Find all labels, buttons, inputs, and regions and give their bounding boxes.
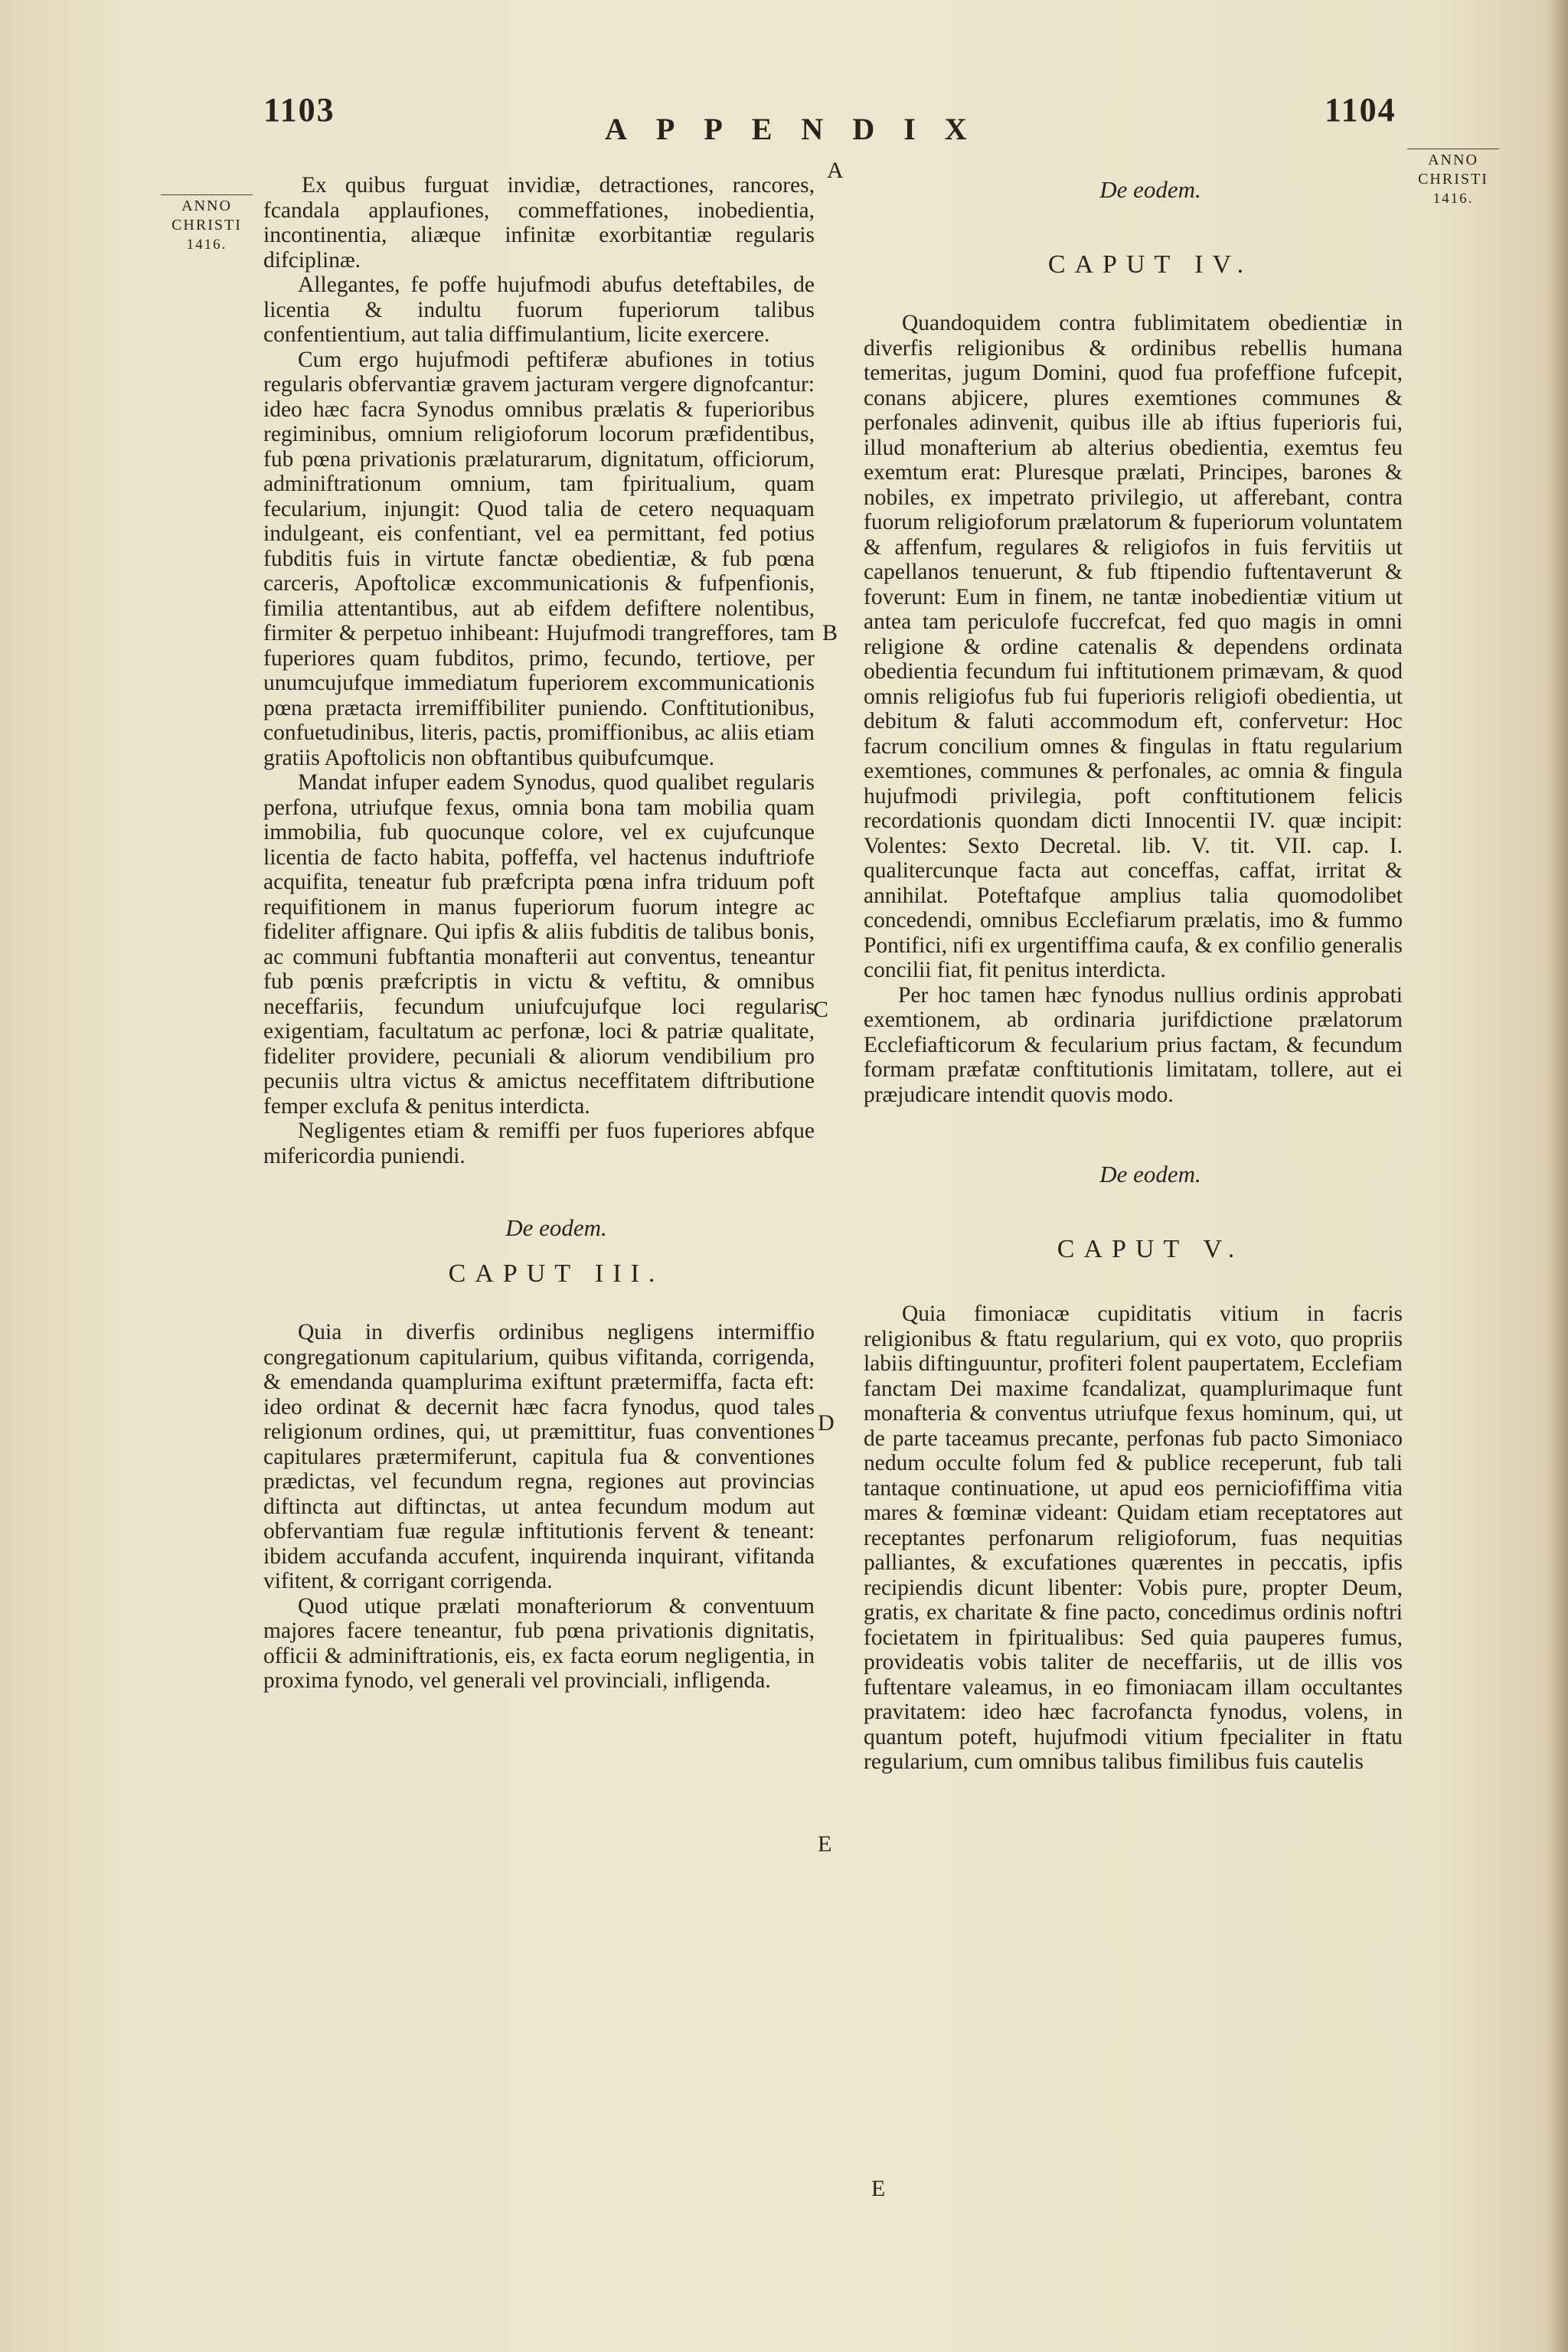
chapter-heading: CAPUT III. <box>448 1259 665 1288</box>
margin-anno-label: ANNO <box>181 198 232 214</box>
margin-letter-e-right: E <box>871 2176 886 2201</box>
page-number-right: 1104 <box>1325 91 1396 129</box>
margin-letter-d: D <box>818 1410 835 1436</box>
left-column <box>263 173 815 1694</box>
margin-letter-b: B <box>822 620 838 645</box>
paragraph: Quod utique prælati monafteriorum & conventuum majores facere teneantur, fub pœna privationis dignitatis, officii & adminiftrationis, eis, ex facta eorum negligentia, in proxima fynodo, vel generali vel provinciali, infligenda. <box>263 1593 815 1693</box>
page-number-left: 1103 <box>263 91 335 129</box>
page-edge-shadow <box>1548 0 1568 2352</box>
paragraph: Quandoquidem contra fublimitatem obedientiæ in diverfis religionibus & ordinibus rebellis humana temeritas, jugum Domini, quod fua profeffione fufcepit, conans abjicere, plures exemtiones communes & perfonales adinvenit, quibus ille ab iftius fuperioris fui, illud monafterium ab alterius obedientia, exemtus feu exemtum erat: Pluresque prælati, Principes, barones & nobiles, ex impetrato privilegio, ut afferebant, contra fuorum religioforum prælatorum & fuperiorum voluntatem & affenfum, regulares & religiofos in fuis fervitiis ut capellanos tenuerunt, & fub ftipendio fuftentaverunt & foverunt: Eum in finem, ne tantæ inobedientiæ vitium ut antea tam periculofe fuccrefcat, fed quo magis in omni religione & ordine catenalis & dependens ordinata obedientia fecundum fui inftitutionem primævam, & quod omnis religiofus fub fui fuperioris religiofi obedientia, ut debitum & faluti accommodum eft, confervetur: Hoc facrum concilium omnes & fingulas in ftatu regularium exemtiones, communes & perfonales, ac omnia & fingula hujufmodi privilegia, poft conftitutionem felicis recordationis quondam dicti Innocentii IV. quæ incipit: Volentes: Sexto Decretal. lib. V. tit. VII. cap. I. qualitercunque facta aut conceffas, caffat, irritat & annihilat. Poteftafque amplius talia quomodolibet concedendi, omnibus Ecclefiarum prælatis, imo & fummo Pontifici, nifi ex urgentiffima caufa, & ex confilio generalis concilii fiat, fit penitus interdicta. <box>864 311 1403 982</box>
section-subtitle: De eodem. <box>1099 1161 1201 1187</box>
margin-year: 1416. <box>1432 191 1474 207</box>
paragraph: Cum ergo hujufmodi peftiferæ abufiones in totius regularis obfervantiæ gravem jacturam vergere dignofcantur: ideo hæc facra Synodus omnibus prælatis & fuperioribus regiminibus, omnium religioforum locorum præfidentibus, fub pœna privationis prælaturarum, dignitatum, officiorum, adminiftrationum omnium, tam fpiritualium, quam fecularium, injungit: Quod talia de cetero nequaquam indulgeant, eis confentiant, vel ea permittant, fed potius fubditis fuis in virtute fanctæ obedientiæ, & fub pœna carceris, Apoftolicæ excommunicationis & fufpenfionis, fimilia attentantibus, aut ab eifdem defiftere nolentibus, firmiter & perpetuo inhibeant: Hujufmodi trangreffores, tam fuperiores quam fubditos, primo, fecundo, tertiove, per unumcujufque immediatum fuperiorem excommunicationis pœna prætacta irremiffibiliter puniendo. Conftitutionibus, confuetudinibus, literis, pactis, promiffionibus, ac aliis etiam gratiis Apoftolicis non obftantibus quibufcumque. <box>263 347 815 770</box>
margin-letter-c: C <box>813 997 829 1022</box>
margin-christi-label: CHRISTI <box>172 217 242 234</box>
running-title: APPENDIX <box>605 112 996 146</box>
paragraph: Ex quibus furguat invidiæ, detractiones, rancores, fcandala applaufiones, commeffationes, inobedientia, incontinentia, aliæque infinitæ exorbitantiæ regularis difciplinæ. <box>263 173 815 273</box>
margin-year: 1416. <box>186 237 227 253</box>
paragraph: Per hoc tamen hæc fynodus nullius ordinis approbati exemtionem, ab ordinaria jurifdictione prælatorum Ecclefiafticorum & fecularium prius factam, & fecundum formam præfatæ conftitutionis limitatam, tollere, aut ei præjudicare intendit quovis modo. <box>864 982 1403 1107</box>
paragraph: Quia fimoniacæ cupiditatis vitium in facris religionibus & ftatu regularium, qui ex voto, quo propriis labiis diftinguuntur, profiteri folent paupertatem, Ecclefiam fanctam Dei maxime fcandalizat, quamplurimaque funt monafteria & conventus utriufque fexus hominum, qui, ut de parte taceamus precante, perfonas fub pacto Simoniaco nedum occulte folum fed & publice receperunt, fub tali tantaque continuatione, ut apud eos perniciofiffima vitia mares & fœminæ videant: Quidam etiam receptatores aut receptantes perfonarum religioforum, fuas nequitias palliantes, & excufationes quærentes in peccatis, ipfis recipiendis dicunt libenter: Vobis pure, propter Deum, gratis, ex charitate & fine pacto, concedimus ordinis noftri focietatem in fpiritualibus: Sed quia pauperes fumus, provideatis vobis taliter de neceffariis, ut de illis vos fuftentare valeamus, in eo fimoniacam illam occultantes pravitatem: ideo hæc facrofancta fynodus, volens, in quantum poteft, hujufmodi vitium fpecialiter in ftatu regularium, cum omnibus talibus fimilibus fuis cautelis <box>864 1302 1403 1774</box>
margin-letter-a: A <box>827 158 844 183</box>
section-subtitle: De eodem. <box>505 1214 607 1241</box>
paragraph: Quia in diverfis ordinibus negligens intermiffio congregationum capitularium, quibus vifitanda, corrigenda, & emendanda quamplurima exiftunt prætermiffa, facta eft: ideo ordinat & decernit hæc facra fynodus, quod tales religionum ordines, qui, ut præmittitur, fuas conventiones capitulares prætermiferunt, capitula fua & conventiones prædictas, vel fecundum regna, regiones aut provincias diftincta aut diftinctas, ut antea fecundum modum aut obfervantiam fuæ regulæ inftitutionis fervent & teneant: ibidem accufanda accufent, inquirenda inquirant, vifitanda vifitent, & corrigant corrigenda. <box>263 1320 815 1593</box>
right-column <box>864 176 1403 1775</box>
paragraph: Negligentes etiam & remiffi per fuos fuperiores abfque mifericordia puniendi. <box>263 1119 815 1168</box>
chapter-heading: CAPUT V. <box>1057 1235 1244 1263</box>
margin-anno-label: ANNO <box>1428 152 1478 168</box>
chapter-heading: CAPUT IV. <box>1047 250 1253 279</box>
margin-note-year-left <box>161 194 253 254</box>
margin-letter-e-left: E <box>818 1831 832 1857</box>
margin-christi-label: CHRISTI <box>1418 171 1488 188</box>
margin-note-year-right <box>1407 149 1499 208</box>
section-subtitle: De eodem. <box>1099 176 1201 203</box>
paragraph: Mandat infuper eadem Synodus, quod qualibet regularis perfona, utriufque fexus, omnia bona tam mobilia quam immobilia, fub quocunque colore, vel ex cujufcunque licentia de facto habita, poffeffa, vel hactenus induftriofe acquifita, teneatur fub præfcripta pœna infra triduum poft requifitionem in manus fuperiorum fuorum integre ac fideliter affignare. Qui ipfis & aliis fubditis de talibus bonis, ac communi fubftantia monafterii aut conventus, teneantur fub pœnis præfcriptis in victu & veftitu, & omnibus neceffariis, fecundum uniufcujufque loci regularis exigentiam, facultatum ac perfonæ, loci & patriæ qualitate, fideliter providere, pecuniali & aliorum vendibilium pro pecuniis ultra victus & amictus neceffitatem diftributione femper exclufa & penitus interdicta. <box>263 770 815 1119</box>
paragraph: Allegantes, fe poffe hujufmodi abufus deteftabiles, de licentia & indultu fuorum fuperiorum talibus confentientium, aut talia diffimulantium, licite exercere. <box>263 273 815 347</box>
